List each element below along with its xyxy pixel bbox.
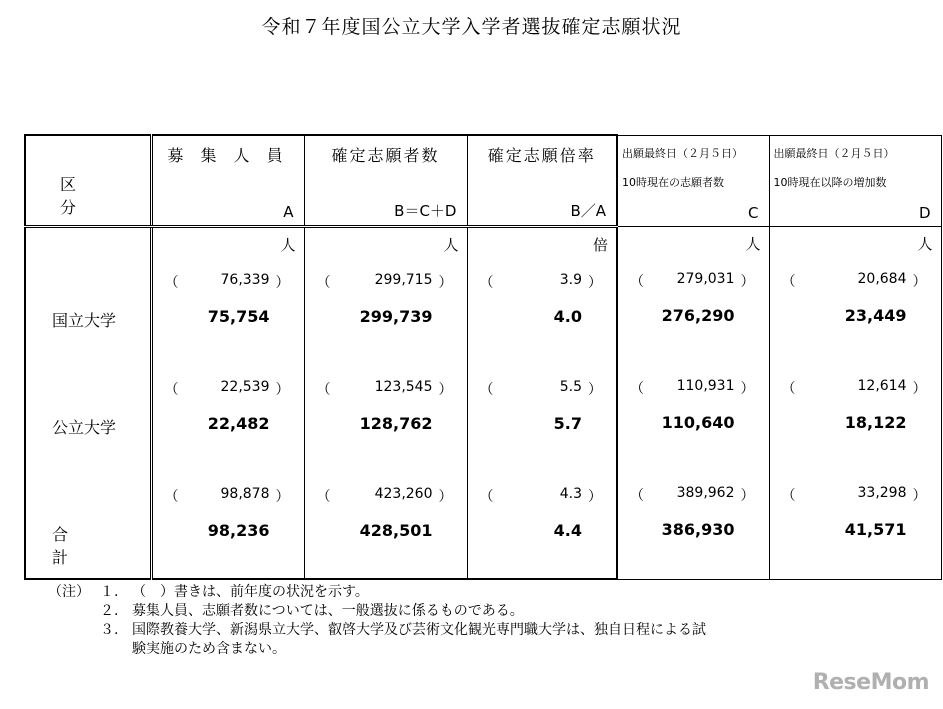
unit-c: 人 xyxy=(745,235,761,253)
paren-open: （ xyxy=(479,275,494,291)
paren-open: （ xyxy=(316,275,331,291)
current-value: 41,571 xyxy=(844,520,907,539)
paren-open: （ xyxy=(781,381,796,397)
header-col-a xyxy=(151,135,304,227)
paren-close: ） xyxy=(588,275,602,291)
prev-year-value xyxy=(618,271,769,291)
current-value: 128,762 xyxy=(359,414,433,433)
prev-year-value xyxy=(468,486,617,506)
prev-value: 22,539 xyxy=(220,379,270,395)
header-col-c-letter: C xyxy=(748,204,759,222)
unit-ratio: 倍 xyxy=(592,236,608,254)
row-label-national: 国立大学 xyxy=(52,311,117,330)
current-value: 23,449 xyxy=(844,306,907,325)
note-text: 国際教養大学、新潟県立大学、叡啓大学及び芸術文化観光専門職大学は、独自日程による試 xyxy=(132,622,706,638)
header-col-c-line1: 出願最終日（２月５日） xyxy=(622,146,743,160)
note-text: 募集人員、志願者数については、一般選抜に係るものである。 xyxy=(132,603,524,619)
header-col-b-label: 確定志願者数 xyxy=(331,146,440,165)
header-col-b-letter: B＝C＋D xyxy=(394,202,457,220)
prev-value: 4.3 xyxy=(559,486,582,502)
row-label-public: 公立大学 xyxy=(52,418,117,437)
prev-year-value xyxy=(305,379,467,399)
column-c xyxy=(617,227,769,580)
paren-close: ） xyxy=(275,489,290,505)
prev-value: 423,260 xyxy=(374,486,433,502)
header-col-b xyxy=(304,135,467,227)
prev-value: 5.5 xyxy=(559,379,582,395)
paren-close: ） xyxy=(740,381,755,397)
paren-open: （ xyxy=(630,488,644,504)
paren-close: ） xyxy=(438,382,453,398)
prev-value: 20,684 xyxy=(857,271,907,287)
prev-value: 33,298 xyxy=(857,485,907,501)
notes-prefix: （注） xyxy=(48,584,90,600)
note-text: （ ）書きは、前年度の状況を示す。 xyxy=(132,584,369,600)
paren-close: ） xyxy=(912,381,927,397)
unit-a: 人 xyxy=(280,236,296,254)
paren-open: （ xyxy=(630,274,644,290)
paren-close: ） xyxy=(740,274,755,290)
paren-close: ） xyxy=(588,382,602,398)
header-col-c xyxy=(617,135,769,227)
note-number: １. xyxy=(100,584,119,600)
prev-year-value xyxy=(468,379,617,399)
paren-close: ） xyxy=(275,382,290,398)
row-label-column xyxy=(25,227,151,580)
prev-value: 98,878 xyxy=(220,486,270,502)
paren-close: ） xyxy=(438,489,453,505)
prev-value: 3.9 xyxy=(559,272,582,288)
paren-open: （ xyxy=(479,382,494,398)
note-number: ３. xyxy=(100,622,119,638)
prev-value: 389,962 xyxy=(676,485,735,501)
resemom-logo: ReseMom xyxy=(812,670,929,695)
header-col-d xyxy=(769,135,941,227)
current-value: 386,930 xyxy=(661,520,735,539)
current-value: 4.4 xyxy=(553,521,582,540)
unit-b: 人 xyxy=(443,236,459,254)
prev-year-value xyxy=(770,485,941,505)
paren-close: ） xyxy=(275,275,290,291)
prev-year-value xyxy=(618,485,769,505)
header-kubun-label: 区 分 xyxy=(60,175,125,217)
paren-close: ） xyxy=(588,489,602,505)
prev-value: 123,545 xyxy=(374,379,433,395)
prev-value: 299,715 xyxy=(374,272,433,288)
header-col-d-line1: 出願最終日（２月５日） xyxy=(773,146,895,160)
header-col-d-line2: 10時現在以降の増加数 xyxy=(773,175,887,189)
note-text: 験実施のため含まない。 xyxy=(132,641,286,657)
row-label-total: 合計 xyxy=(52,525,107,567)
applicant-status-table xyxy=(24,134,942,580)
current-value: 75,754 xyxy=(207,307,270,326)
column-b xyxy=(304,227,467,580)
paren-close: ） xyxy=(912,488,927,504)
paren-open: （ xyxy=(164,382,179,398)
paren-close: ） xyxy=(912,274,927,290)
prev-year-value xyxy=(153,272,304,292)
header-col-ratio xyxy=(467,135,617,227)
paren-open: （ xyxy=(164,489,179,505)
paren-open: （ xyxy=(781,488,796,504)
prev-value: 279,031 xyxy=(676,271,735,287)
paren-open: （ xyxy=(781,274,796,290)
current-value: 22,482 xyxy=(207,414,270,433)
paren-open: （ xyxy=(479,489,494,505)
prev-year-value xyxy=(153,379,304,399)
paren-open: （ xyxy=(316,382,331,398)
unit-d: 人 xyxy=(917,235,933,253)
paren-open: （ xyxy=(316,489,331,505)
prev-year-value xyxy=(770,378,941,398)
paren-open: （ xyxy=(630,381,644,397)
current-value: 110,640 xyxy=(661,413,735,432)
header-col-a-letter: A xyxy=(283,203,294,221)
current-value: 299,739 xyxy=(359,307,433,326)
header-col-d-letter: D xyxy=(918,204,931,222)
current-value: 18,122 xyxy=(844,413,907,432)
header-col-a-label: 募 集 人 員 xyxy=(167,146,289,165)
header-col-ratio-letter: B／A xyxy=(570,202,606,220)
column-d xyxy=(769,227,941,580)
header-col-ratio-label: 確定志願倍率 xyxy=(487,146,596,165)
paren-open: （ xyxy=(164,275,179,291)
prev-value: 12,614 xyxy=(857,378,907,394)
current-value: 98,236 xyxy=(207,521,270,540)
header-kubun xyxy=(25,135,151,227)
column-ratio xyxy=(467,227,617,580)
page-title: 令和７年度国公立大学入学者選抜確定志願状況 xyxy=(261,16,682,38)
prev-year-value xyxy=(468,272,617,292)
paren-close: ） xyxy=(438,275,453,291)
prev-value: 76,339 xyxy=(220,272,270,288)
prev-year-value xyxy=(305,486,467,506)
note-number: ２. xyxy=(100,603,119,619)
prev-year-value xyxy=(305,272,467,292)
prev-value: 110,931 xyxy=(676,378,735,394)
prev-year-value xyxy=(153,486,304,506)
paren-close: ） xyxy=(740,488,755,504)
current-value: 4.0 xyxy=(553,307,582,326)
current-value: 5.7 xyxy=(553,414,582,433)
prev-year-value xyxy=(618,378,769,398)
current-value: 428,501 xyxy=(359,521,433,540)
prev-year-value xyxy=(770,271,941,291)
column-a xyxy=(151,227,304,580)
current-value: 276,290 xyxy=(661,306,735,325)
header-col-c-line2: 10時現在の志願者数 xyxy=(622,175,724,189)
